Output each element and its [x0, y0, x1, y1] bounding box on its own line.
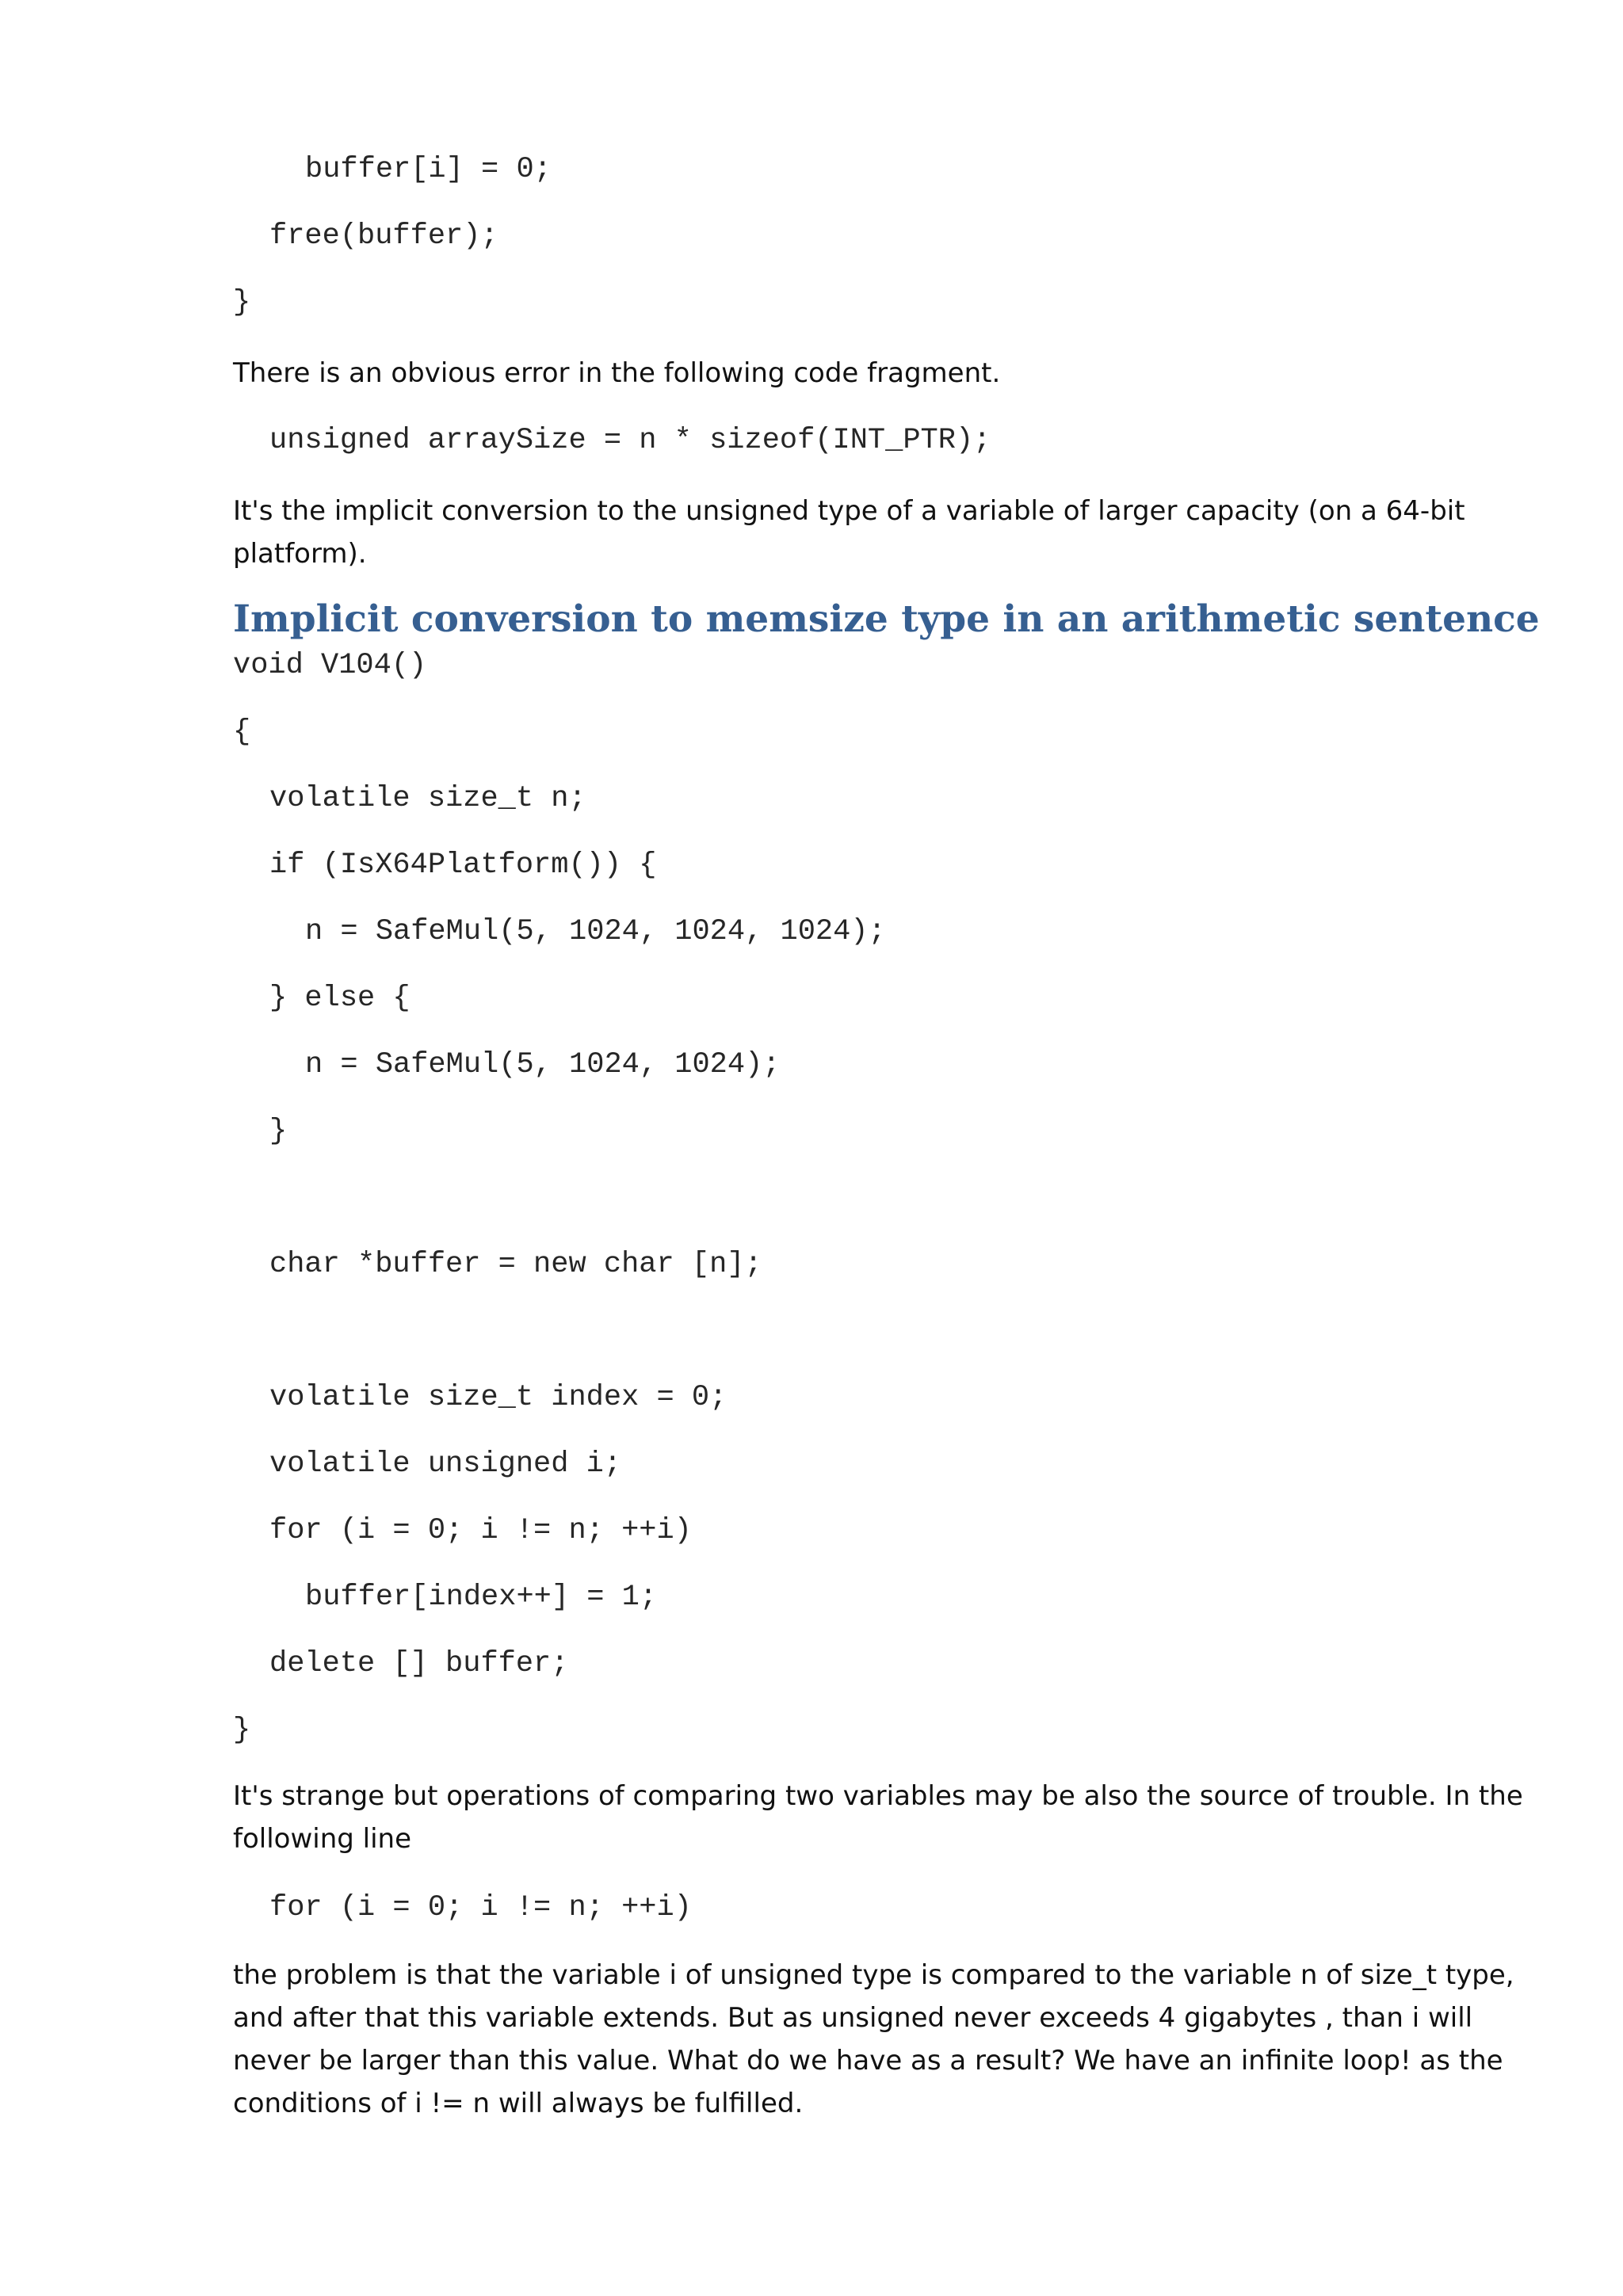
code-line: delete [] buffer; [269, 1647, 569, 1680]
paragraph-problem: the problem is that the variable i of unsigned type is compared to the variable n of size_t type, and after that this variable extends. But as unsigned never exceeds 4 gigabytes , than i will never be larger than this value. What do we have as a result? We have an infinite loop! as the conditions of i != n will always be fulfilled. [233, 1959, 1514, 2119]
code-line: char *buffer = new char [n]; [269, 1248, 762, 1281]
code-line: volatile size_t n; [269, 782, 586, 815]
code-line: buffer[i] = 0; [305, 153, 552, 186]
code-line: { [233, 715, 251, 749]
code-line: unsigned arraySize = n * sizeof(INT_PTR); [269, 424, 991, 457]
paragraph-implicit-conversion: It's the implicit conversion to the unsigned type of a variable of larger capacity (on a 64-bit platform). [233, 495, 1465, 570]
code-line: n = SafeMul(5, 1024, 1024, 1024); [305, 915, 886, 948]
code-line: } [269, 1115, 288, 1148]
code-line: for (i = 0; i != n; ++i) [269, 1514, 692, 1547]
paragraph-obvious-error: There is an obvious error in the following code fragment. [233, 357, 1001, 389]
section-heading: Implicit conversion to memsize type in an arithmetic sentence [233, 597, 1540, 641]
code-line: } [233, 1714, 251, 1747]
code-line: volatile unsigned i; [269, 1447, 622, 1481]
code-line: } else { [269, 982, 411, 1015]
code-line: buffer[index++] = 1; [305, 1581, 658, 1614]
code-line: free(buffer); [269, 219, 498, 253]
code-line: volatile size_t index = 0; [269, 1381, 727, 1414]
code-line: if (IsX64Platform()) { [269, 849, 657, 882]
code-line: n = SafeMul(5, 1024, 1024); [305, 1048, 781, 1081]
code-line: void V104() [233, 649, 427, 682]
paragraph-strange: It's strange but operations of comparing two variables may be also the source of trouble. In the following line [233, 1780, 1523, 1855]
code-line: for (i = 0; i != n; ++i) [269, 1891, 692, 1924]
code-line: } [233, 286, 251, 319]
